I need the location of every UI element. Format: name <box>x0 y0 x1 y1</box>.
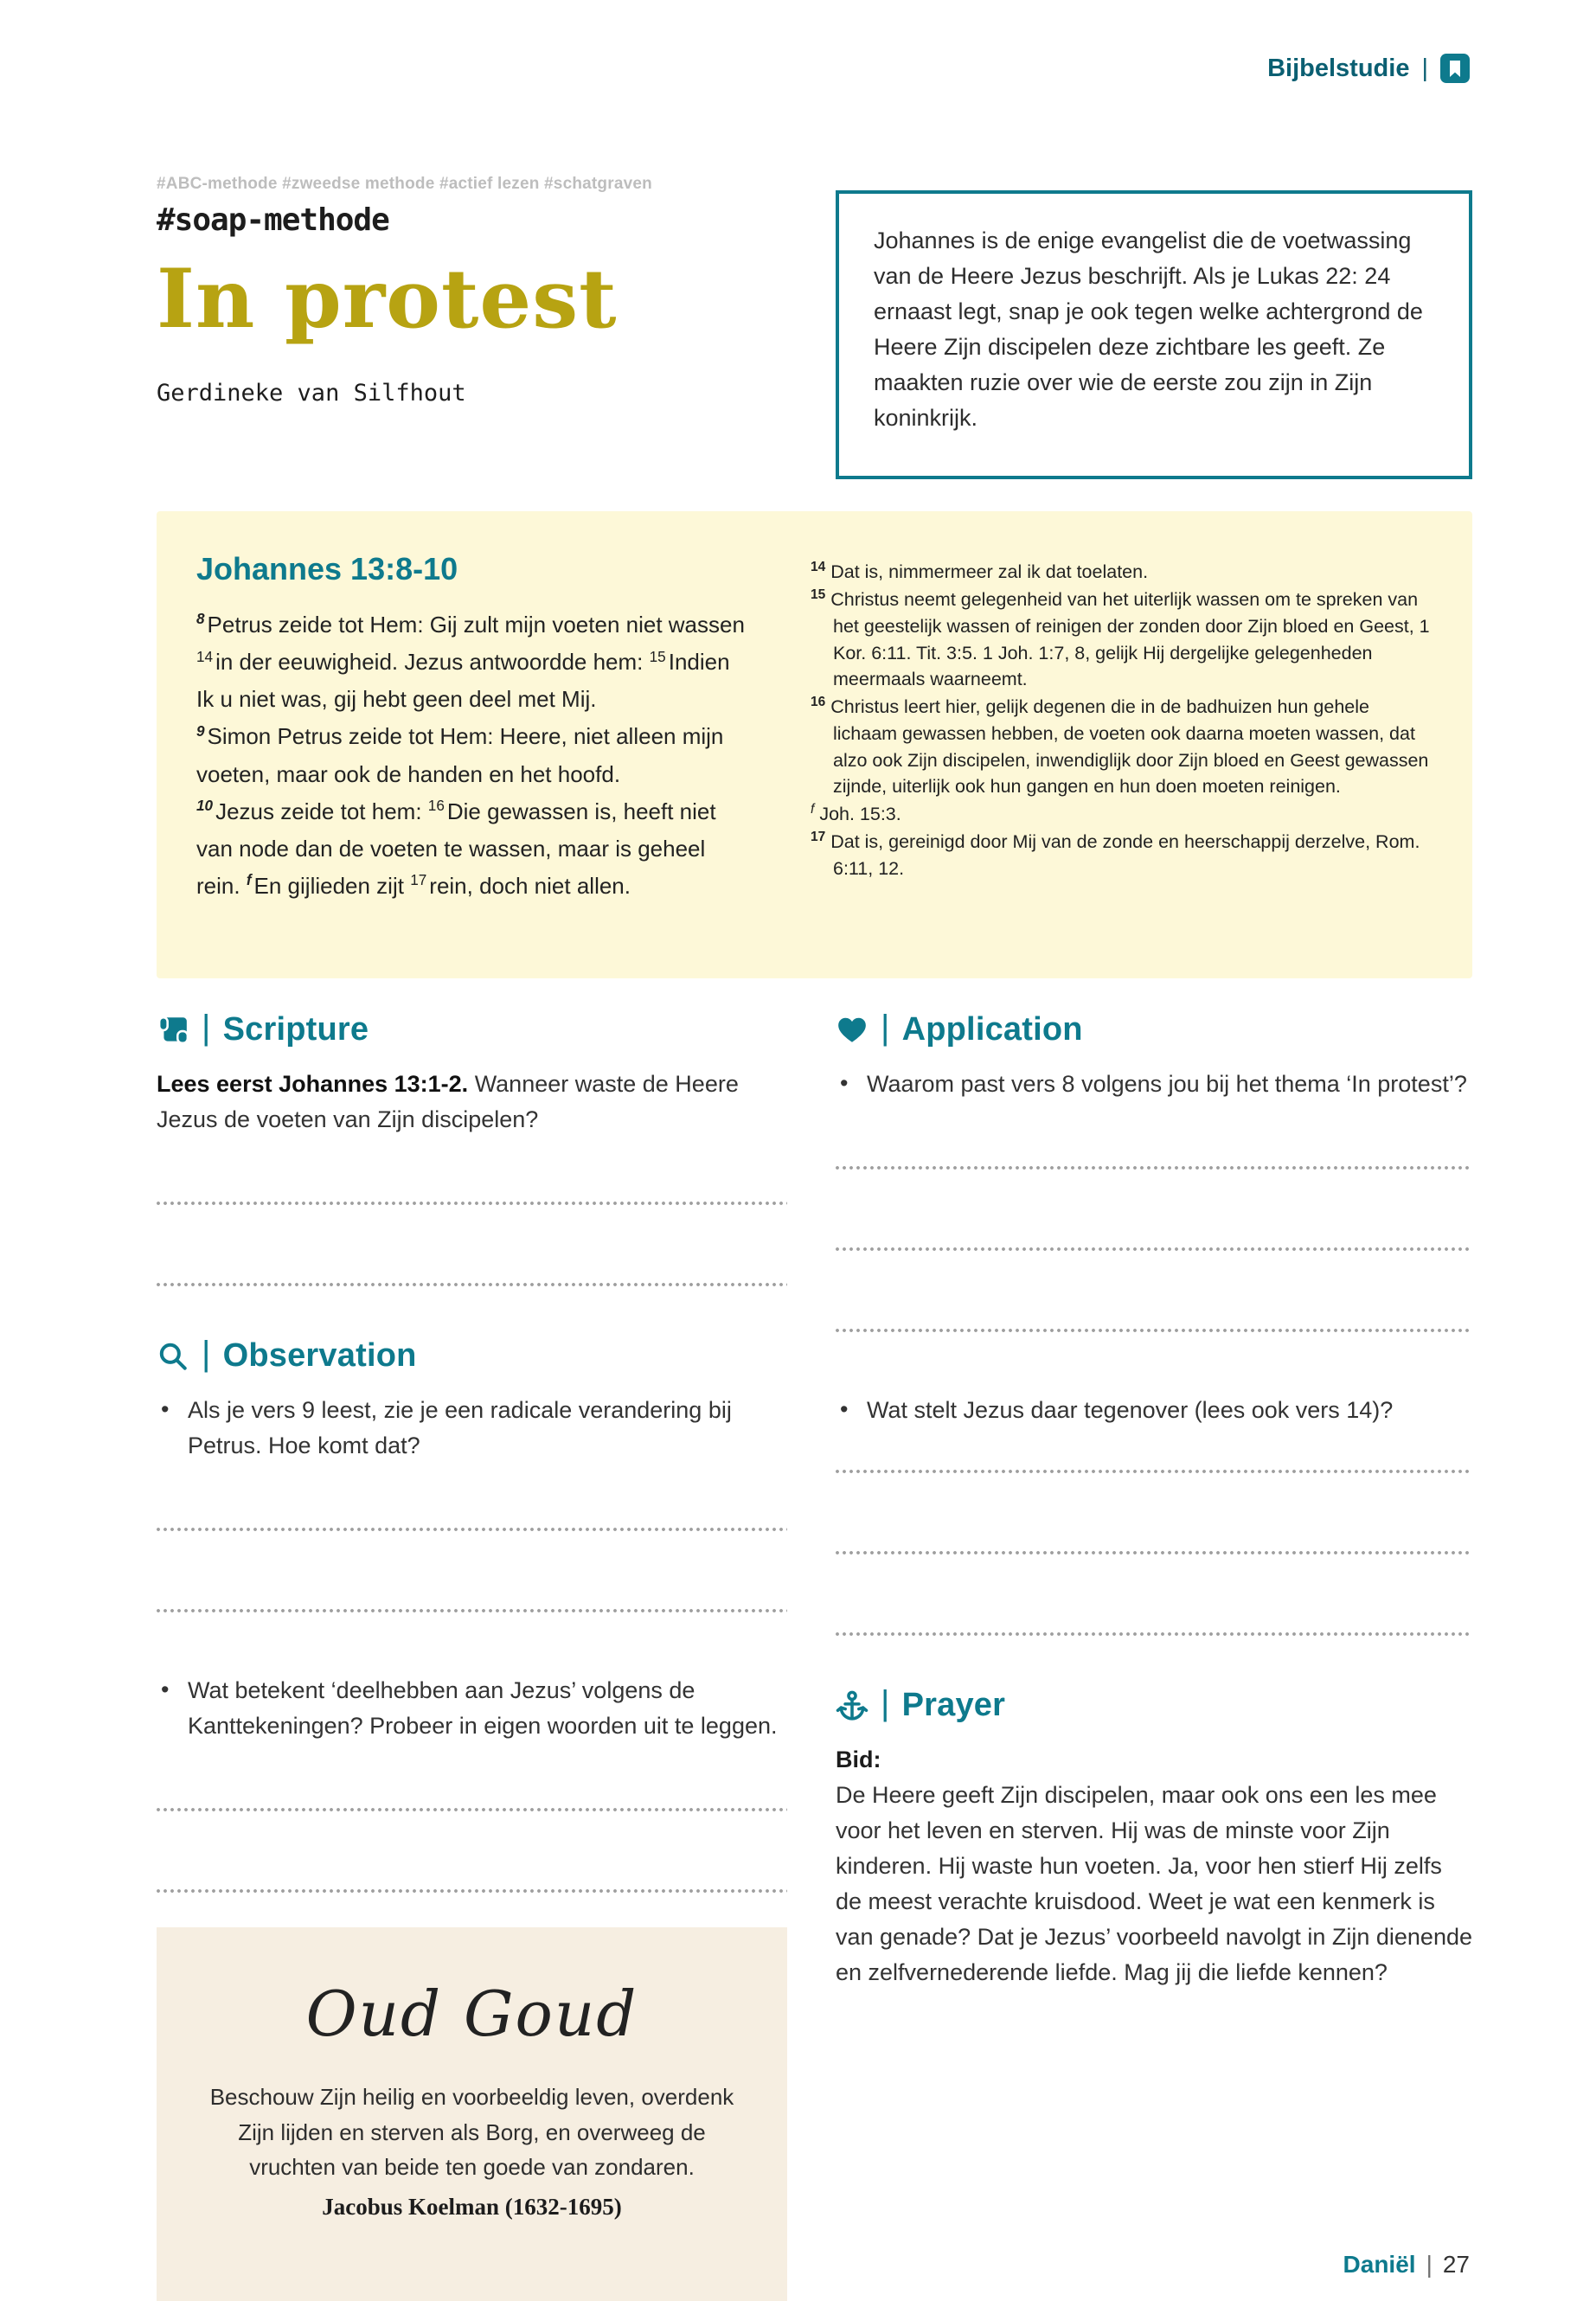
quote-attribution: Jacobus Koelman (1632-1695) <box>322 2193 622 2220</box>
heading-separator: | <box>881 1684 890 1723</box>
passage-title: Johannes 13:8-10 <box>196 551 458 586</box>
verse-paragraph: $^8$ Petrus zeide tot Hem: Gij zult mijn voeten niet wassen $^{14}$ in der eeuwigheid. Jezus antwoordde hem: $^{15}$ Indien Ik u niet was, gij hebt geen deel met Mij. <box>196 610 745 713</box>
author-name: Gerdineke van Silfhout <box>157 380 466 407</box>
footnote-column <box>811 551 1433 944</box>
bullet: • <box>161 1396 170 1423</box>
intro-note-text: Johannes is de enige evangelist die de voetwassing van de Heere Jezus beschrijft. Als je Lukas 22: 24 ernaast legt, snap je ook tegen welke achtergrond de Heere Zijn discipelen deze zichtbare les geeft. Ze maakten ruzie over wie de eerste zou zijn in Zijn koninkrijk. <box>874 228 1423 432</box>
section-label: Bijbelstudie <box>1267 54 1410 82</box>
bullet: • <box>840 1396 849 1423</box>
answer-line <box>836 1247 1472 1251</box>
answer-line <box>836 1166 1472 1170</box>
prayer-lead: Bid: <box>836 1747 881 1773</box>
intro-note-box <box>836 190 1472 479</box>
section-title: Observation <box>222 1337 417 1375</box>
heart-icon <box>836 1014 869 1047</box>
verse-paragraph: $^9$ Simon Petrus zeide tot Hem: Heere, niet alleen mijn voeten, maar ook de handen en het hoofd. <box>196 721 724 787</box>
magnifier-icon <box>157 1340 189 1373</box>
page-number: 27 <box>1442 2251 1470 2278</box>
observation-question-1: • Als je vers 9 leest, zie je een radicale verandering bij Petrus. Hoe komt dat? <box>157 1393 787 1464</box>
scripture-question: Lees eerst Johannes 13:1-2. Wanneer waste de Heere Jezus de voeten van Zijn discipelen? <box>157 1071 739 1133</box>
section-title: Scripture <box>222 1011 369 1048</box>
bookmark-icon <box>1440 54 1470 83</box>
section-heading-application <box>836 1010 1472 1049</box>
answer-line <box>836 1551 1472 1554</box>
section-title: Prayer <box>901 1687 1006 1724</box>
anchor-icon <box>836 1689 869 1722</box>
prayer-body: De Heere geeft Zijn discipelen, maar ook ons een les mee voor het leven en sterven. Hij was de minste voor Zijn kinderen. Hij waste hun voeten. Ja, voor hen stierf Hij zelfs de meest verachte kruisdood. Weet je wat een kenmerk is van genade? Dat je Jezus’ voorbeeld navolgt in Zijn dienende en zelfvernederende liefde. Mag jij die liefde kennen? <box>836 1781 1473 1985</box>
footer-separator: | <box>1426 2251 1433 2278</box>
answer-line <box>157 1889 787 1893</box>
footnote: $^{17}$ Dat is, gereinigd door Mij van de zonde en heerschappij derzelve, Rom. 6:11, 12. <box>811 829 1420 879</box>
observation-question-2: • Wat betekent ‘deelhebben aan Jezus’ volgens de Kanttekeningen? Probeer in eigen woorden uit te leggen. <box>157 1673 787 1744</box>
header-separator: | <box>1421 54 1428 82</box>
page-footer <box>1343 2251 1470 2279</box>
magazine-brand: Daniël <box>1343 2251 1416 2278</box>
page-header <box>1267 54 1470 83</box>
heading-separator: | <box>881 1009 890 1047</box>
quote-title: Oud Goud <box>305 1977 638 2050</box>
bullet: • <box>840 1070 849 1096</box>
bible-text-column <box>196 551 750 944</box>
answer-line <box>157 1283 787 1286</box>
hashtag-main: #soap-methode <box>157 202 389 238</box>
application-question-1: • Waarom past vers 8 volgens jou bij het thema ‘In protest’? <box>836 1067 1472 1102</box>
footnote: $^f$ Joh. 15:3. <box>811 802 901 825</box>
answer-line <box>157 1202 787 1205</box>
article-title: In protest <box>157 252 618 347</box>
verse-paragraph: $^{10}$ Jezus zeide tot hem: $^{16}$ Die gewassen is, heeft niet van node dan de voeten te wassen, maar is geheel rein. $^f$ En gijlieden zijt $^{17}$ rein, doch niet allen. <box>196 797 716 900</box>
heading-separator: | <box>202 1335 211 1374</box>
scroll-icon <box>157 1014 189 1047</box>
left-column <box>157 1010 787 1893</box>
section-heading-scripture <box>157 1010 787 1049</box>
hashtags-muted: #ABC-methode #zweedse methode #actief lezen #schatgraven <box>157 175 652 193</box>
right-column <box>836 1010 1472 1990</box>
answer-line <box>836 1470 1472 1473</box>
section-heading-prayer <box>836 1686 1472 1725</box>
answer-line <box>157 1609 787 1612</box>
section-heading-observation <box>157 1336 787 1375</box>
answer-line <box>836 1329 1472 1332</box>
bible-passage-box <box>157 511 1472 978</box>
footnote: $^{16}$ Christus leert hier, gelijk degenen die in de badhuizen hun gehele lichaam gewassen hebben, de voeten ook daarna moeten wassen, dat alzo ook Zijn discipelen, inwendiglijk door Zijn bloed en Geest gewassen zijnde, uiterlijk ook hun gangen en hun doen moeten reinigen. <box>811 694 1429 798</box>
footnote: $^{14}$ Dat is, nimmermeer zal ik dat toelaten. <box>811 560 1149 583</box>
application-question-2: • Wat stelt Jezus daar tegenover (lees ook vers 14)? <box>836 1393 1472 1428</box>
bullet: • <box>161 1676 170 1703</box>
section-title: Application <box>901 1011 1083 1048</box>
answer-line <box>836 1632 1472 1636</box>
quote-box <box>157 1927 787 2301</box>
heading-separator: | <box>202 1009 211 1047</box>
quote-body: Beschouw Zijn heilig en voorbeeldig leven, overdenk Zijn lijden en sterven als Borg, en overweeg de vruchten van beide ten goede van zondaren. <box>209 2084 734 2181</box>
answer-line <box>157 1528 787 1531</box>
answer-line <box>157 1808 787 1811</box>
footnote: $^{15}$ Christus neemt gelegenheid van het uiterlijk wassen om te spreken van het geestelijk wassen of reinigen der zonden door Zijn bloed en Geest, 1 Kor. 6:11. Tit. 3:5. 1 Joh. 1:7, 8, gelijk Hij dergelijke gelegenheden meermaals waarneemt. <box>811 586 1430 690</box>
article-intro <box>157 175 797 407</box>
